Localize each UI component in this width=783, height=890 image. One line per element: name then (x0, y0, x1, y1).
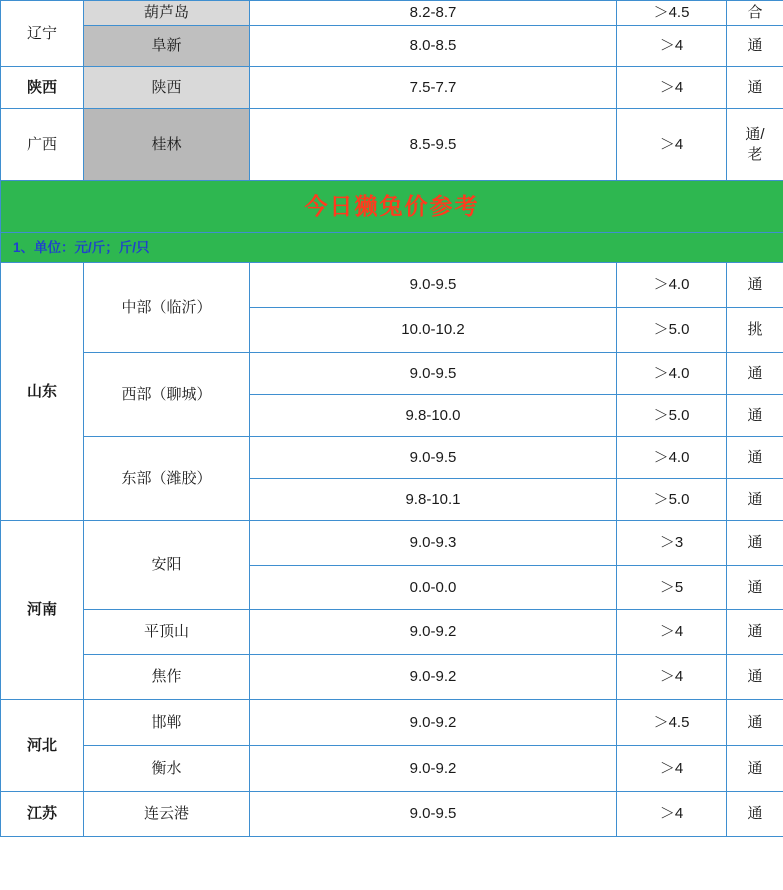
grade-cell: 通 (727, 700, 783, 746)
grade-cell: 通 (727, 479, 783, 521)
table-row (1, 1, 783, 26)
province-cell: 河北 (1, 700, 84, 792)
grade-cell: 通 (727, 746, 783, 792)
province-cell: 山东 (1, 263, 84, 521)
grade-cell: 通 (727, 67, 783, 109)
price-cell: 9.8-10.0 (250, 395, 617, 437)
price-cell: 9.0-9.2 (250, 610, 617, 655)
city-cell: 陕西 (84, 67, 250, 109)
grade-cell: 通 (727, 26, 783, 67)
weight-cell: ＞3 (617, 521, 727, 566)
table-row (1, 353, 783, 395)
price-cell: 9.0-9.5 (250, 437, 617, 479)
city-cell: 邯郸 (84, 700, 250, 746)
province-cell: 广西 (1, 109, 84, 181)
weight-cell: ＞4 (617, 655, 727, 700)
city-cell: 东部（潍胶） (84, 437, 250, 521)
section-title: 今日獭兔价参考 (304, 193, 480, 220)
price-cell: 9.8-10.1 (250, 479, 617, 521)
weight-cell: ＞5 (617, 566, 727, 610)
grade-cell: 通 (727, 395, 783, 437)
section-banner-cell (1, 181, 783, 233)
section-banner-row (1, 181, 783, 233)
grade-cell: 通/ 老 (727, 109, 783, 181)
table-row (1, 521, 783, 566)
province-cell: 江苏 (1, 792, 84, 837)
price-cell: 9.0-9.2 (250, 746, 617, 792)
table-row (1, 263, 783, 308)
weight-cell: ＞4 (617, 67, 727, 109)
city-cell: 中部（临沂） (84, 263, 250, 353)
weight-cell: ＞4 (617, 792, 727, 837)
grade-cell: 挑 (727, 308, 783, 353)
price-cell: 9.0-9.5 (250, 263, 617, 308)
table-row (1, 746, 783, 792)
weight-cell: ＞4.5 (617, 700, 727, 746)
city-cell: 葫芦岛 (84, 1, 250, 26)
weight-cell: ＞5.0 (617, 479, 727, 521)
city-cell: 阜新 (84, 26, 250, 67)
weight-cell: ＞5.0 (617, 395, 727, 437)
weight-cell: ＞4.0 (617, 263, 727, 308)
table-row (1, 700, 783, 746)
grade-cell: 通 (727, 353, 783, 395)
table-row (1, 67, 783, 109)
unit-note-row (1, 233, 783, 263)
grade-cell: 通 (727, 610, 783, 655)
city-cell: 衡水 (84, 746, 250, 792)
province-cell: 辽宁 (1, 1, 84, 67)
province-cell: 河南 (1, 521, 84, 700)
weight-cell: ＞4.0 (617, 353, 727, 395)
table-row (1, 792, 783, 837)
grade-cell: 通 (727, 437, 783, 479)
table-row (1, 26, 783, 67)
price-cell: 9.0-9.2 (250, 655, 617, 700)
grade-cell: 通 (727, 566, 783, 610)
city-cell: 连云港 (84, 792, 250, 837)
city-cell: 平顶山 (84, 610, 250, 655)
table-row (1, 610, 783, 655)
province-cell: 陕西 (1, 67, 84, 109)
table-row (1, 655, 783, 700)
table-row (1, 109, 783, 181)
grade-cell: 通 (727, 521, 783, 566)
unit-note-text: 1、单位：元/斤；斤/只 (13, 239, 150, 255)
price-cell: 9.0-9.5 (250, 792, 617, 837)
grade-cell: 合 (727, 1, 783, 26)
price-cell: 8.5-9.5 (250, 109, 617, 181)
price-cell: 8.0-8.5 (250, 26, 617, 67)
city-cell: 焦作 (84, 655, 250, 700)
weight-cell: ＞4 (617, 109, 727, 181)
unit-note-cell (1, 233, 783, 263)
price-cell: 9.0-9.3 (250, 521, 617, 566)
price-cell: 10.0-10.2 (250, 308, 617, 353)
weight-cell: ＞4.0 (617, 437, 727, 479)
price-cell: 8.2-8.7 (250, 1, 617, 26)
weight-cell: ＞4 (617, 610, 727, 655)
price-cell: 7.5-7.7 (250, 67, 617, 109)
weight-cell: ＞4 (617, 26, 727, 67)
price-cell: 9.0-9.2 (250, 700, 617, 746)
city-cell: 安阳 (84, 521, 250, 610)
price-cell: 9.0-9.5 (250, 353, 617, 395)
city-cell: 桂林 (84, 109, 250, 181)
city-cell: 西部（聊城） (84, 353, 250, 437)
grade-cell: 通 (727, 263, 783, 308)
price-cell: 0.0-0.0 (250, 566, 617, 610)
weight-cell: ＞4.5 (617, 1, 727, 26)
grade-cell: 通 (727, 792, 783, 837)
weight-cell: ＞4 (617, 746, 727, 792)
weight-cell: ＞5.0 (617, 308, 727, 353)
table-row (1, 437, 783, 479)
grade-cell: 通 (727, 655, 783, 700)
